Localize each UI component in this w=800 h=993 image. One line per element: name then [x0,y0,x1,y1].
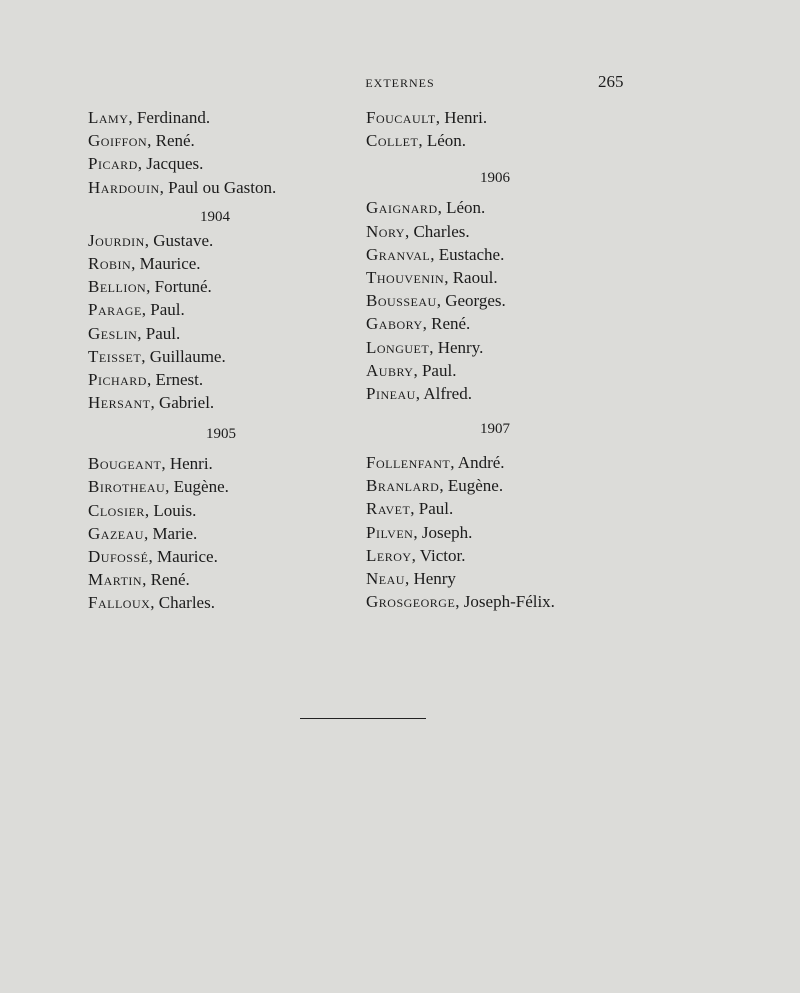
name-entry: Parage, Paul. [88,300,185,320]
name-entry: Goiffon, René. [88,131,195,151]
name-list-1905 [88,452,408,614]
left-column [88,106,408,615]
name-entry: Hersant, Gabriel. [88,393,215,413]
year-heading-1904: 1904 [200,208,230,225]
name-entry: Follenfant, André. [366,453,505,473]
year-heading-1905: 1905 [206,426,236,443]
name-entry: Leroy, Victor. [366,545,466,565]
name-entry: Closier, Louis. [88,500,197,520]
name-entry: Foucault, Henri. [366,108,488,127]
closing-rule [300,718,426,719]
name-entry: Grosgeorge, Joseph-Félix. [366,592,555,612]
name-entry: Bousseau, Georges. [366,291,506,311]
name-list-1907 [366,451,686,613]
name-entry: Pineau, Alfred. [366,383,472,403]
name-list-top [88,106,408,199]
running-header: EXTERNES [365,76,435,90]
name-entry: Bellion, Fortuné. [88,277,212,297]
name-entry: Longuet, Henry. [366,337,484,357]
name-entry: Gazeau, Marie. [88,523,198,543]
name-entry: Birotheau, Eugène. [88,477,229,497]
name-entry: Aubry, Paul. [366,360,457,380]
name-entry: Neau, Henry [366,569,456,588]
name-entry: Branlard, Eugène. [366,476,504,496]
page-number: 265 [598,72,624,91]
name-entry: Nory, Charles. [366,221,470,241]
name-entry: Granval, Eustache. [366,244,505,264]
name-entry: Geslin, Paul. [88,323,181,343]
year-heading-1906: 1906 [480,170,510,187]
name-entry: Martin, René. [88,570,190,590]
name-entry: Jourdin, Gustave. [88,230,214,250]
name-entry: Robin, Maurice. [88,253,201,273]
name-entry: Lamy, Ferdinand. [88,108,211,127]
name-entry: Ravet, Paul. [366,499,454,519]
name-entry: Thouvenin, Raoul. [366,267,498,287]
name-entry: Gaignard, Léon. [366,198,486,218]
name-entry: Picard, Jacques. [88,154,204,174]
name-list-1904 [88,229,408,415]
name-entry: Teisset, Guillaume. [88,346,226,366]
name-entry: Hardouin, Paul ou Gaston. [88,177,277,197]
name-entry: Dufossé, Maurice. [88,547,218,566]
year-heading-1907: 1907 [480,421,510,438]
right-column [366,106,686,613]
name-entry: Pilven, Joseph. [366,522,473,542]
name-list-top [366,106,686,152]
name-entry: Bougeant, Henri. [88,454,213,474]
name-entry: Falloux, Charles. [88,593,215,613]
name-entry: Collet, Léon. [366,131,467,151]
name-entry: Gabory, René. [366,314,471,334]
name-entry: Pichard, Ernest. [88,369,204,389]
name-list-1906 [366,196,686,405]
